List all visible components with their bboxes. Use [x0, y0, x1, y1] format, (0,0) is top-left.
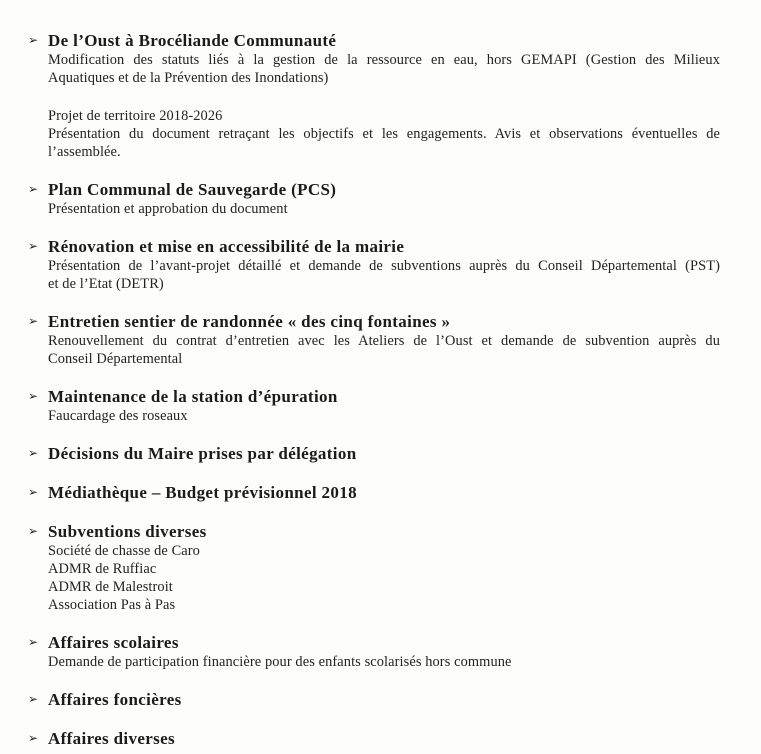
agenda-item-content — [48, 482, 720, 503]
agenda-item-content — [48, 689, 720, 710]
arrow-bullet-icon: ➢ — [28, 182, 39, 196]
agenda-item-content — [48, 728, 720, 749]
agenda-item — [28, 236, 720, 293]
agenda-item-title: Maintenance de la station d’épuration — [48, 387, 338, 406]
agenda-item — [28, 482, 720, 503]
agenda-item — [28, 30, 720, 161]
agenda-item-title: De l’Oust à Brocéliande Communauté — [48, 31, 337, 50]
agenda-item — [28, 311, 720, 368]
agenda-item-content — [48, 30, 720, 161]
arrow-bullet-icon: ➢ — [28, 485, 39, 499]
agenda-item-title: Subventions diverses — [48, 522, 207, 541]
agenda-item-line: Société de chasse de Caro — [48, 543, 200, 559]
agenda-item-title: Affaires foncières — [48, 690, 182, 709]
agenda-item-title: Affaires scolaires — [48, 633, 179, 652]
agenda-item-line: ADMR de Malestroit — [48, 579, 173, 595]
arrow-bullet-icon: ➢ — [28, 314, 39, 328]
agenda-item-content — [48, 443, 720, 464]
agenda-item-line: ADMR de Ruffiac — [48, 561, 157, 577]
agenda-item-line: Projet de territoire 2018-2026 — [48, 108, 223, 124]
agenda-item-line: Renouvellement du contrat d’entretien avec les Ateliers de l’Oust et demande de subvention auprès du — [48, 333, 720, 349]
arrow-bullet-icon: ➢ — [28, 692, 39, 706]
agenda-item-line: Aquatiques et de la Prévention des Inondations) — [48, 70, 329, 86]
agenda-item-line: Demande de participation financière pour des enfants scolarisés hors commune — [48, 654, 512, 670]
agenda-item — [28, 728, 720, 749]
arrow-bullet-icon: ➢ — [28, 446, 39, 460]
agenda-item-content — [48, 386, 720, 425]
arrow-bullet-icon: ➢ — [28, 731, 39, 745]
agenda-item — [28, 386, 720, 425]
agenda-item-content — [48, 236, 720, 293]
arrow-bullet-icon: ➢ — [28, 389, 39, 403]
agenda-item-line: Présentation et approbation du document — [48, 201, 288, 217]
agenda-item-title: Affaires diverses — [48, 729, 175, 748]
agenda-item-title: Entretien sentier de randonnée « des cinq fontaines » — [48, 312, 451, 331]
agenda-item-line: Présentation de l’avant-projet détaillé et demande de subventions auprès du Conseil Départemental (PST) — [48, 258, 720, 274]
agenda-item-content — [48, 179, 720, 218]
agenda-item-line: Conseil Départemental — [48, 351, 183, 367]
arrow-bullet-icon: ➢ — [28, 33, 39, 47]
agenda-item-line: l’assemblée. — [48, 144, 121, 160]
agenda-item-line: Présentation du document retraçant les objectifs et les engagements. Avis et observations éventuelles de — [48, 126, 720, 142]
agenda-item — [28, 689, 720, 710]
agenda-item-line: Faucardage des roseaux — [48, 408, 188, 424]
agenda-item-line: et de l’Etat (DETR) — [48, 276, 164, 292]
agenda-item-content — [48, 311, 720, 368]
agenda-item-title: Décisions du Maire prises par délégation — [48, 444, 357, 463]
agenda-item-title: Rénovation et mise en accessibilité de la mairie — [48, 237, 405, 256]
agenda-item — [28, 443, 720, 464]
arrow-bullet-icon: ➢ — [28, 524, 39, 538]
agenda-item — [28, 632, 720, 671]
agenda-item-title: Plan Communal de Sauvegarde (PCS) — [48, 180, 337, 199]
agenda-item-title: Médiathèque – Budget prévisionnel 2018 — [48, 483, 357, 502]
agenda-item-content — [48, 521, 720, 614]
agenda-item-line: Modification des statuts liés à la gestion de la ressource en eau, hors GEMAPI (Gestion des Milieux — [48, 52, 720, 68]
agenda-item — [28, 521, 720, 614]
agenda-item — [28, 179, 720, 218]
agenda-item-content — [48, 632, 720, 671]
arrow-bullet-icon: ➢ — [28, 239, 39, 253]
agenda-item-line: Association Pas à Pas — [48, 597, 176, 613]
arrow-bullet-icon: ➢ — [28, 635, 39, 649]
